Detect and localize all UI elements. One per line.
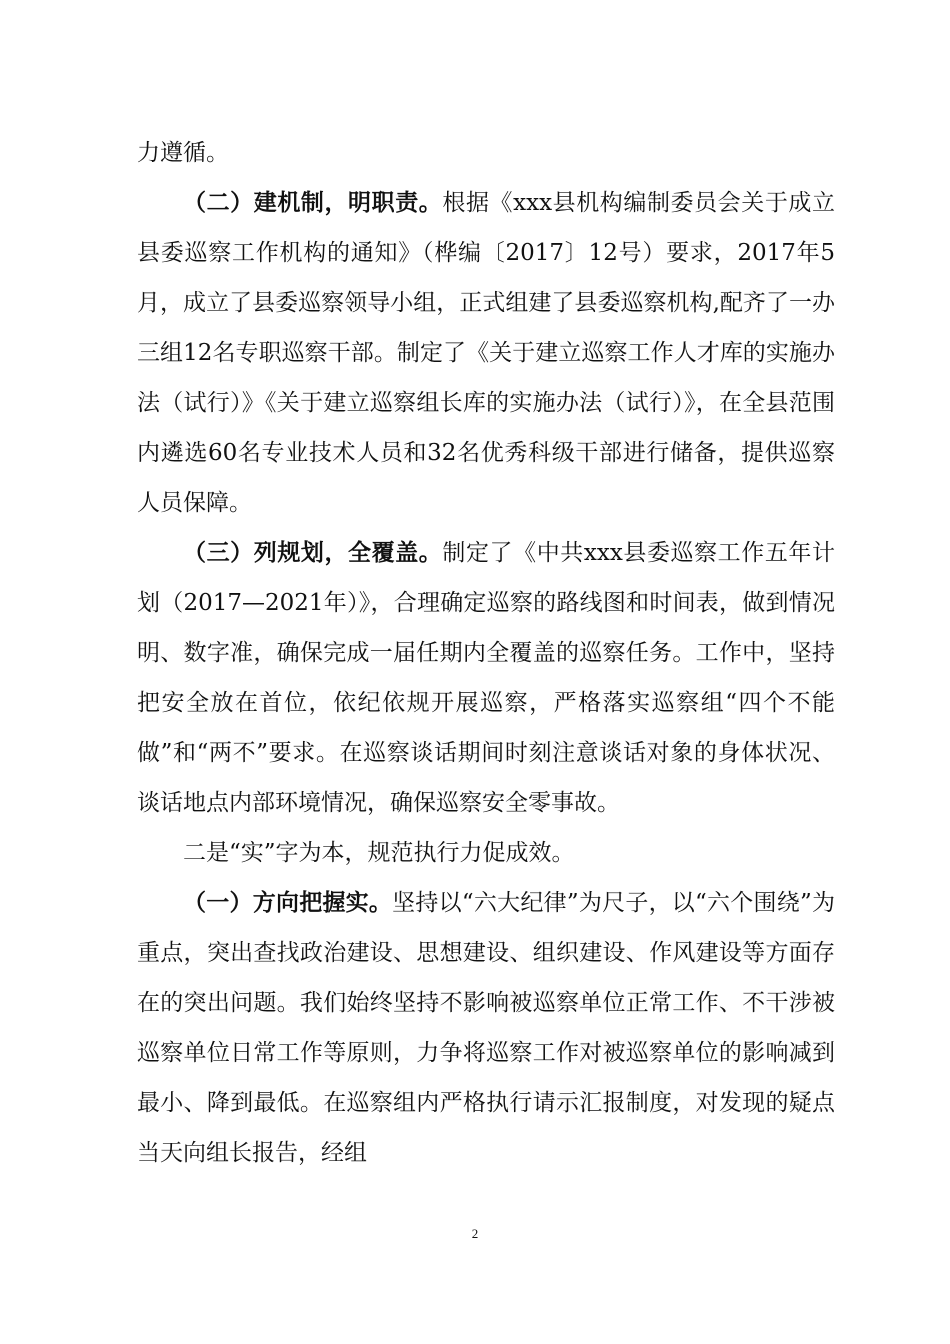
paragraph-text: 坚持以“六大纪律”为尺子，以“六个围绕”为重点，突出查找政治建设、思想建设、组织建设、作风建设等方面存在的突出问题。我们始终坚持不影响被巡察单位正常工作、不干涉被巡察单位日常工作等原则，力争将巡察工作对被巡察单位的影响减到最小、降到最低。在巡察组内严格执行请示汇报制度，对发现的疑点当天向组长报告，经组 (137, 890, 836, 1166)
paragraph-text: 根据《xxx县机构编制委员会关于成立县委巡察工作机构的通知》（桦编〔2017〕12号）要求，2017年5月，成立了县委巡察领导小组，正式组建了县委巡察机构,配齐了一办三组12名专职巡察干部。制定了《关于建立巡察工作人才库的实施办法（试行）》《关于建立巡察组长库的实施办法（试行）》，在全县范围内遴选60名专业技术人员和32名优秀科级干部进行储备，提供巡察人员保障。 (137, 190, 836, 516)
paragraph-mechanism (137, 178, 835, 528)
page-number: 2 (471, 1226, 479, 1241)
paragraph-planning (137, 528, 835, 828)
section-heading: （一）方向把握实。 (183, 889, 393, 916)
paragraph-text: 制定了《中共xxx县委巡察工作五年计划（2017—2021年）》，合理确定巡察的路线图和时间表，做到情况明、数字准，确保完成一届任期内全覆盖的巡察任务。工作中，坚持把安全放在首位，依纪依规开展巡察，严格落实巡察组“四个不能做”和“两不”要求。在巡察谈话期间时刻注意谈话对象的身体状况、谈话地点内部环境情况，确保巡察安全零事故。 (137, 540, 836, 816)
section-heading: （二）建机制，明职责。 (183, 189, 443, 216)
paragraph-text: 二是“实”字为本，规范执行力促成效。 (183, 840, 575, 866)
paragraph-text: 力遵循。 (137, 140, 229, 166)
section-heading: （三）列规划，全覆盖。 (183, 539, 443, 566)
document-body (137, 128, 835, 1178)
paragraph-direction (137, 878, 835, 1178)
paragraph-continuation (137, 128, 835, 178)
paragraph-second-point (137, 828, 835, 878)
